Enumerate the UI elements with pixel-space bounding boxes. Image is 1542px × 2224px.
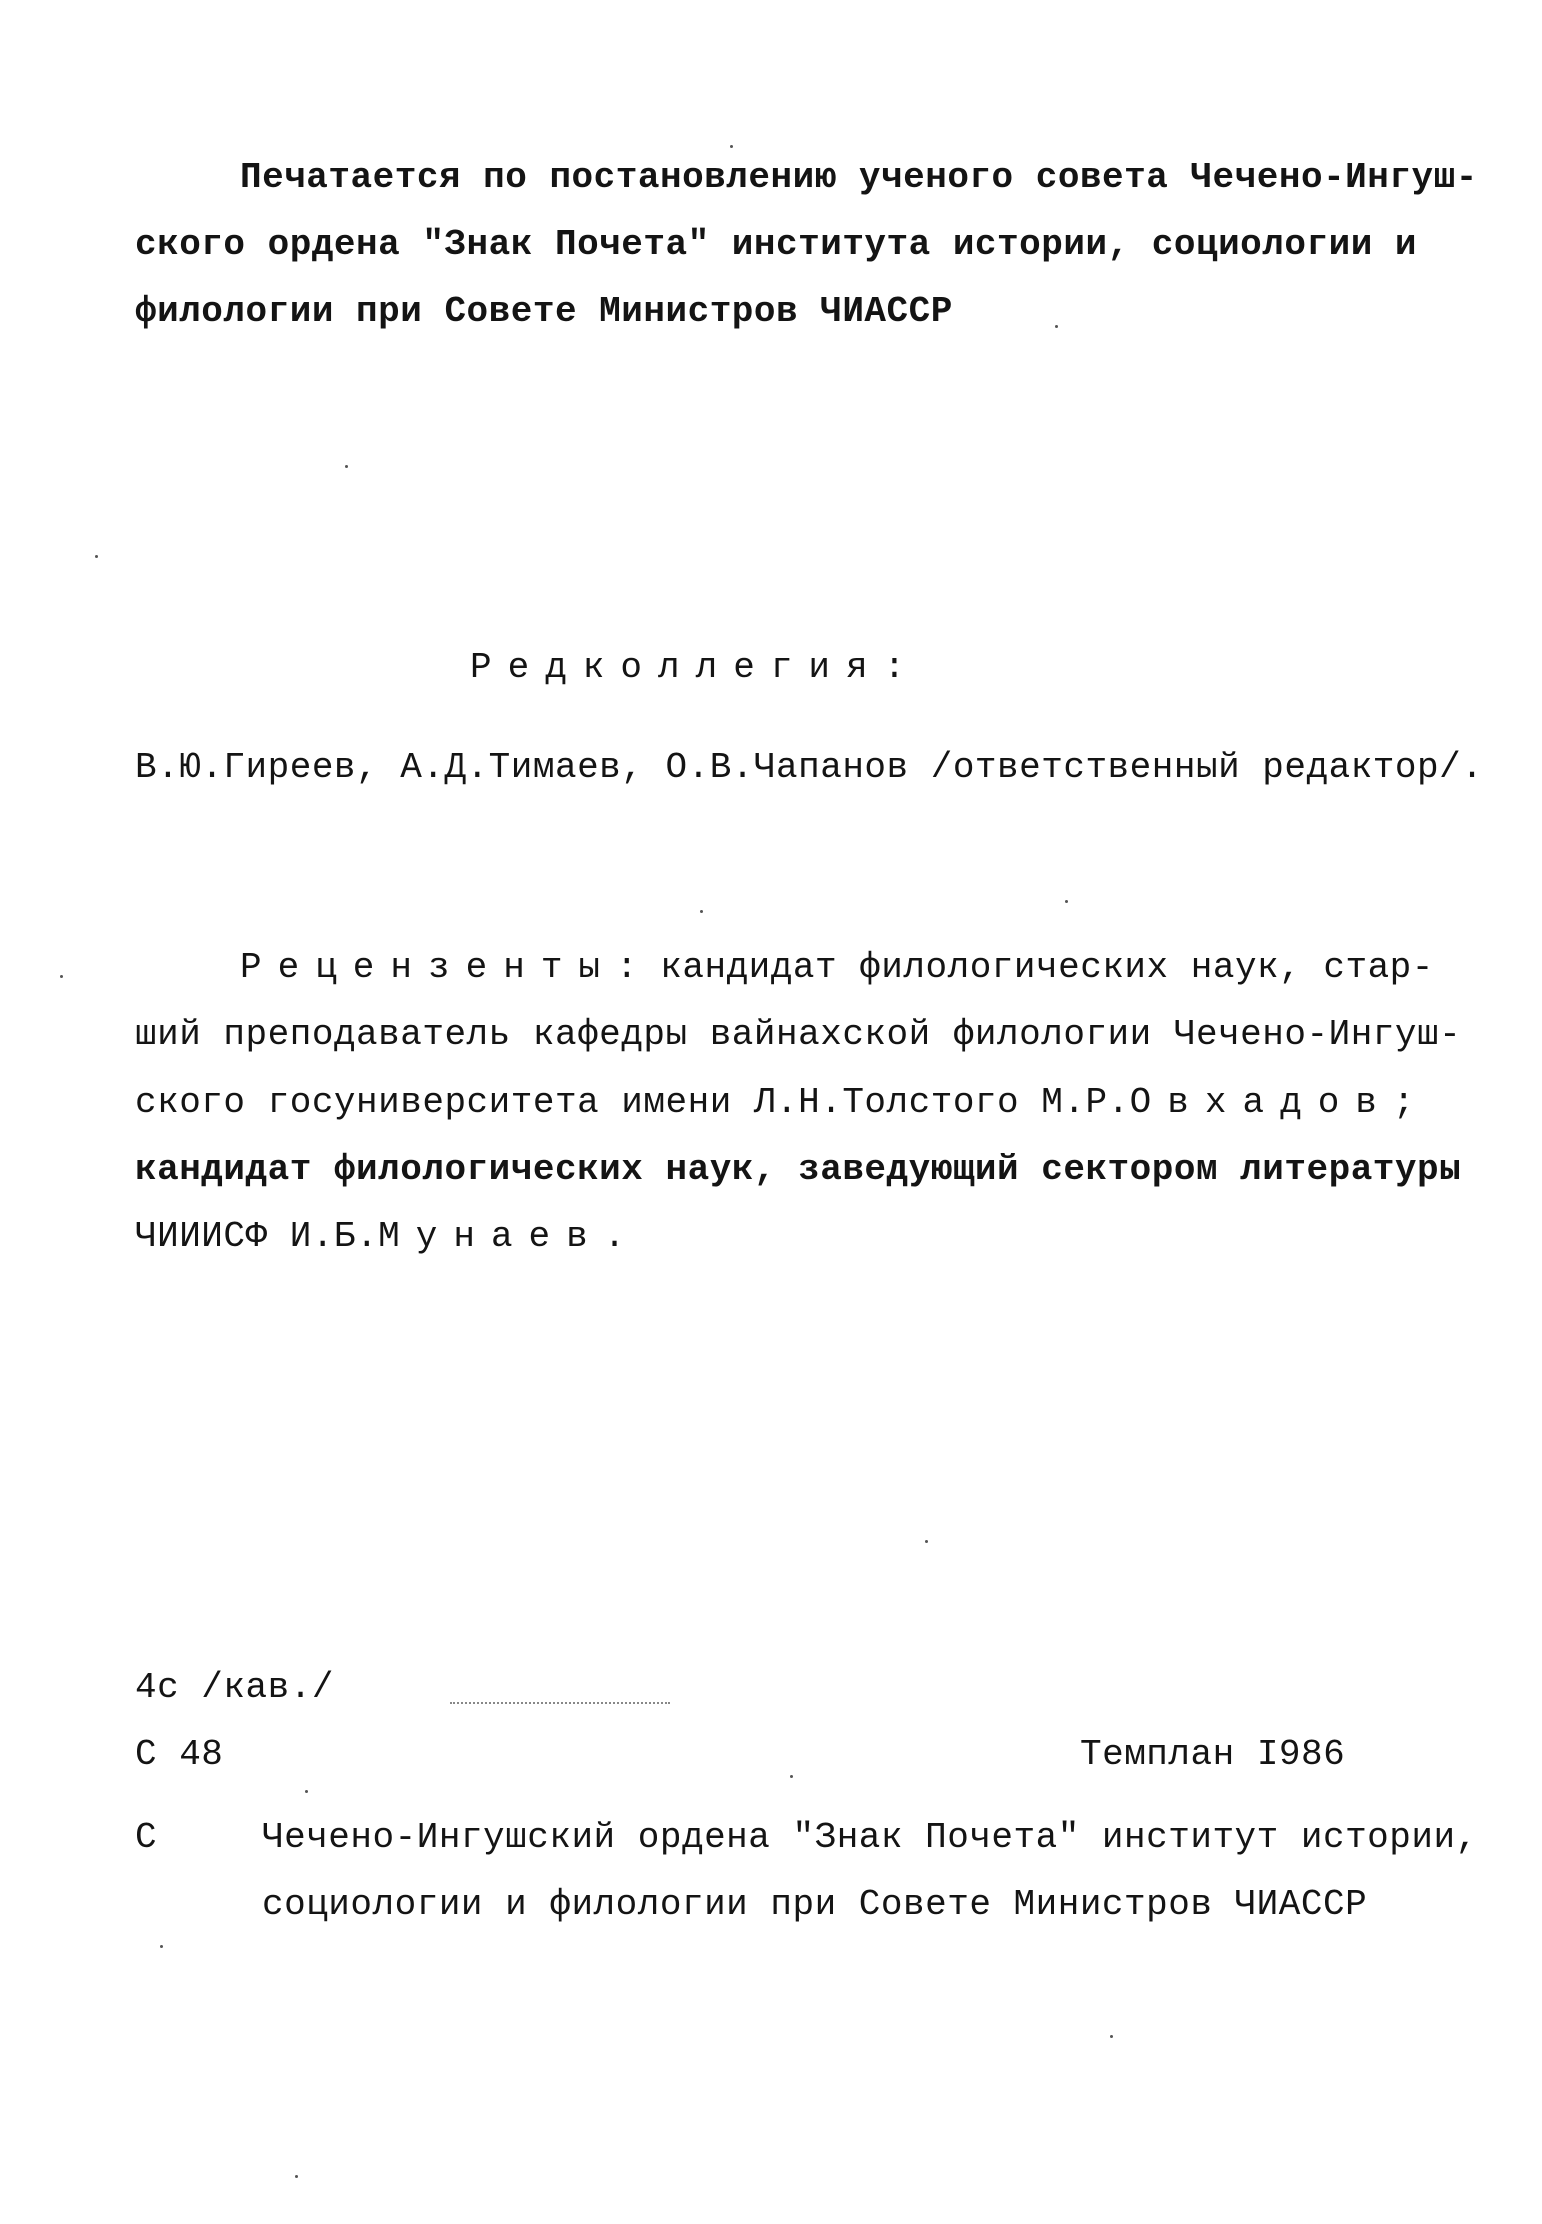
editorial-board-members: В.Ю.Гиреев, А.Д.Тимаев, О.В.Чапанов /ответственный редактор/.	[135, 747, 1484, 788]
templan: Темплан I986	[1080, 1734, 1346, 1775]
reviewers-line-3	[135, 1080, 1431, 1126]
reviewers-line-1	[240, 945, 1434, 991]
scan-speck	[730, 145, 733, 148]
catalog-code-2: С 48	[135, 1734, 224, 1775]
scan-speck	[1055, 325, 1058, 328]
reviewer-name-munaev: Мунаев.	[378, 1216, 642, 1257]
scan-speck	[95, 555, 98, 558]
reviewers-label: Рецензенты	[240, 947, 617, 988]
imprint-line-1: Печатается по постановлению ученого совета Чечено-Ингуш-	[240, 157, 1478, 198]
reviewers-line-5-start: ЧИИИСФ И.Б.	[135, 1216, 379, 1257]
reviewers-line-3-start: ского госуниверситета имени Л.Н.Толстого М.Р.	[135, 1082, 1130, 1123]
catalog-code-1: 4с /кав./	[135, 1667, 334, 1708]
scan-speck	[345, 465, 348, 468]
scan-speck	[790, 1775, 793, 1778]
editorial-board-heading: Редколлегия:	[470, 647, 922, 688]
reviewers-line-1-rest: : кандидат филологических наук, стар-	[616, 947, 1434, 988]
copyright-symbol: С	[135, 1817, 158, 1858]
reviewers-line-2: ший преподаватель кафедры вайнахской филологии Чечено-Ингуш-	[135, 1014, 1462, 1055]
scan-speck	[295, 2175, 298, 2178]
scan-speck	[700, 910, 703, 913]
scan-speck	[60, 975, 63, 978]
scan-speck	[160, 1945, 163, 1948]
copyright-line-1: Чечено-Ингушский ордена "Знак Почета" институт истории,	[262, 1817, 1478, 1858]
copyright-line-2: социологии и филологии при Совете Министров ЧИАССР	[262, 1884, 1368, 1925]
scan-speck	[925, 1540, 928, 1543]
scan-artifact-dots	[450, 1702, 670, 1706]
reviewer-name-ovkhadov: Овхадов;	[1129, 1082, 1431, 1123]
reviewers-line-5	[135, 1214, 641, 1260]
scan-speck	[1110, 2035, 1113, 2038]
scan-speck	[1065, 900, 1068, 903]
imprint-line-2: ского ордена "Знак Почета" института истории, социологии и	[135, 224, 1418, 265]
imprint-line-3: филологии при Совете Министров ЧИАССР	[135, 291, 953, 332]
reviewers-line-4: кандидат филологических наук, заведующий сектором литературы	[135, 1149, 1462, 1190]
scan-speck	[305, 1790, 308, 1793]
